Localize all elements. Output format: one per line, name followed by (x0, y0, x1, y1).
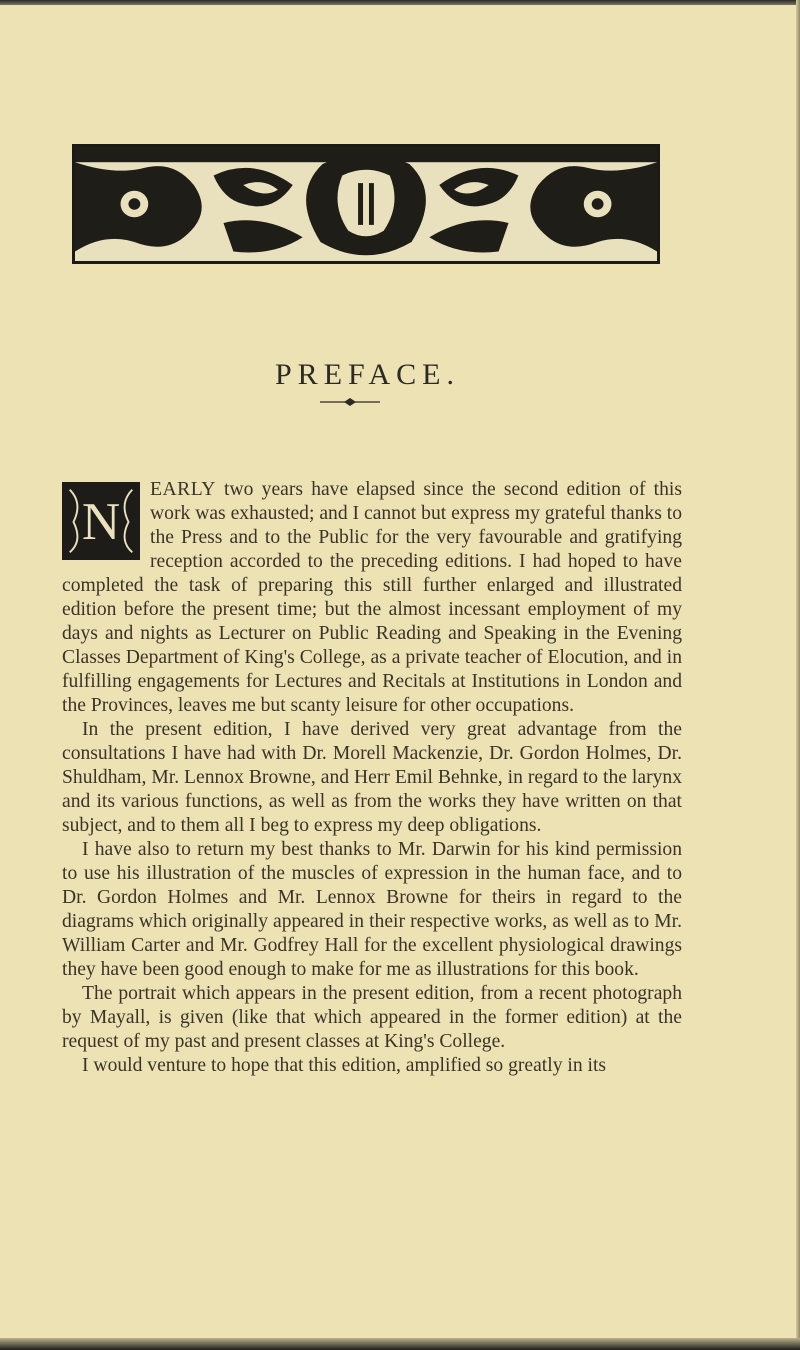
page-top-edge (0, 0, 800, 5)
page-fold (796, 0, 800, 1350)
decorative-headpiece (72, 144, 660, 264)
paragraph-1 (62, 478, 682, 718)
paragraph-4: The portrait which appears in the present edition, from a recent photograph by Mayall, is given (like that which appeared in the former edition) at the request of my past and present classes at King's College. (62, 983, 682, 1052)
title-ornament-rule (320, 396, 380, 408)
drop-cap-letter (62, 482, 140, 560)
opening-word: EARLY (150, 479, 216, 500)
svg-text:N: N (81, 493, 121, 552)
paragraph-3: I have also to return my best thanks to Mr. Darwin for his kind permission to use his illustration of the muscles of expression in the human face, and to Dr. Gordon Holmes and Mr. Lennox Browne for theirs in regard to the diagrams which originally appeared in their respective works, as well as to Mr. William Carter and Mr. Godfrey Hall for the excellent physiological drawings they have been good enough to make for me as illustrations for this book. (62, 839, 682, 980)
page-bottom-edge (0, 1338, 800, 1350)
paragraph-5: I would venture to hope that this edition, amplified so greatly in its (82, 1055, 607, 1076)
page-title: PREFACE. (275, 358, 460, 391)
preface-body (62, 478, 682, 1078)
paragraph-1-text: two years have elapsed since the second edition of this work was exhausted; and I cannot but express my grateful thanks to the Press and to the Public for the very favourable and gratifying reception accorded to the preceding editions. I had hoped to have completed the task of preparing this still further enlarged and illustrated edition before the present time; but the almost incessant employment of my days and nights as Lecturer on Public Reading and Speaking in the Evening Classes Department of King's College, as a private teacher of Elocution, and in fulfilling engagements for Lectures and Recitals at Institutions in London and the Provinces, leaves me but scanty leisure for other occupations. (62, 479, 682, 716)
paragraph-2: In the present edition, I have derived very great advantage from the consultations I have had with Dr. Morell Mackenzie, Dr. Gordon Holmes, Dr. Shuldham, Mr. Lennox Browne, and Herr Emil Behnke, in regard to the larynx and its various functions, as well as from the works they have written on that subject, and to them all I beg to express my deep obligations. (62, 719, 682, 836)
